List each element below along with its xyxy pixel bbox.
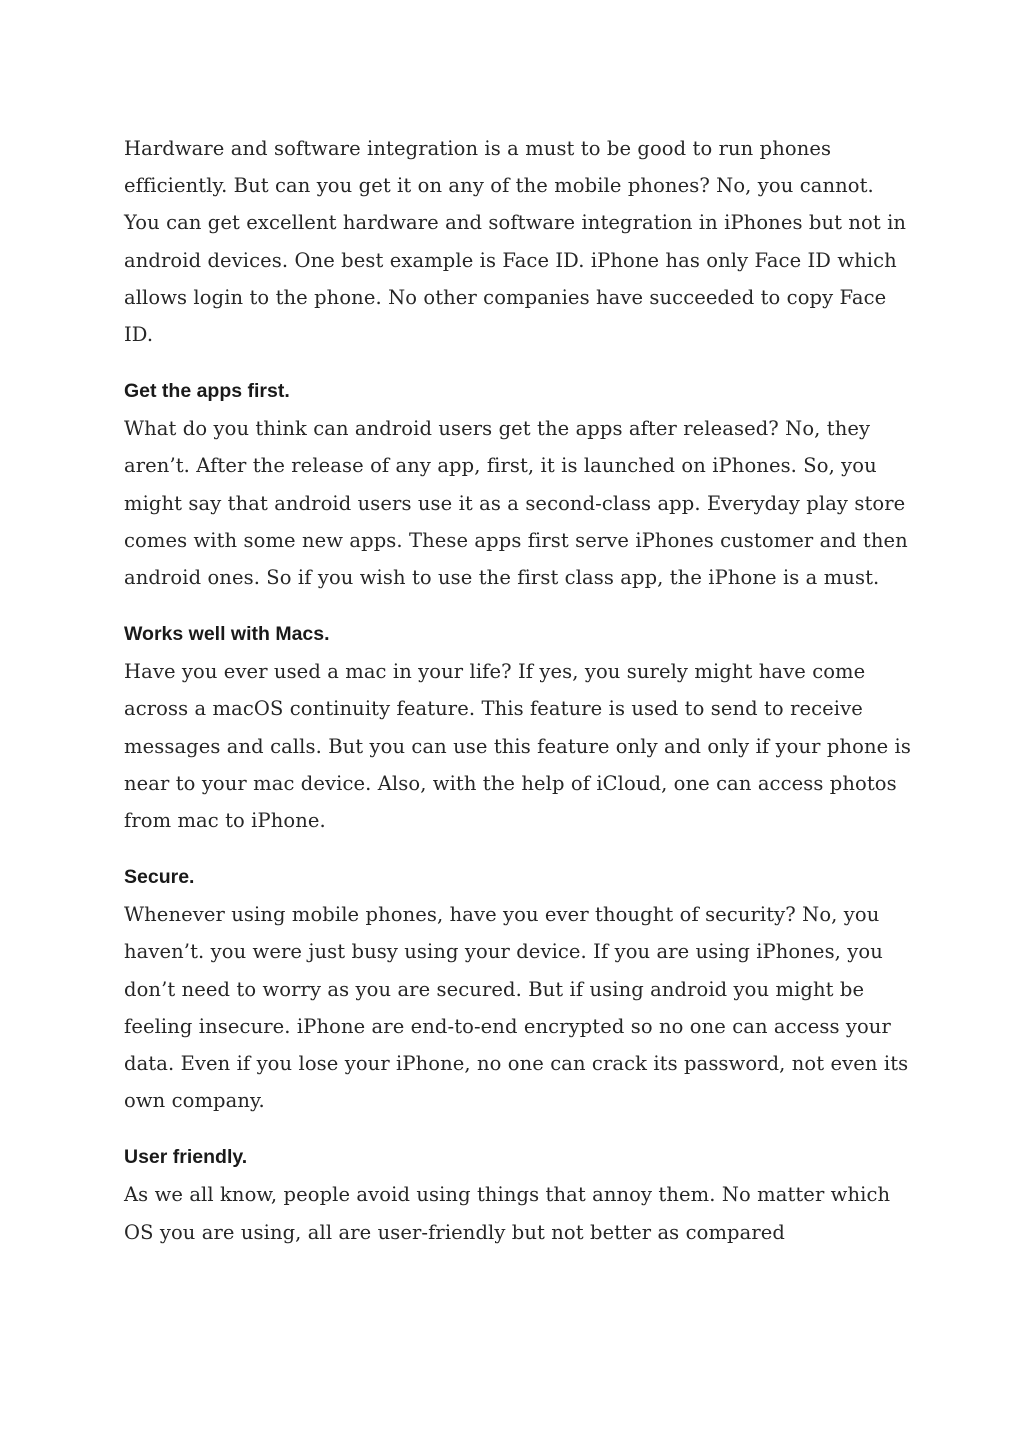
- section-paragraph: What do you think can android users get the apps after released? No, they aren’t. After the release of any app, first, it is launched on iPhones. So, you might say that android users use it as a second-class app. Everyday play store comes with some new apps. These apps first serve iPhones customer and then android ones. So if you wish to use the first class app, the iPhone is a must.: [124, 417, 908, 590]
- section-secure: [124, 865, 914, 1119]
- section-heading: Works well with Macs.: [124, 623, 330, 646]
- section-heading: Secure.: [124, 866, 195, 889]
- section-heading: User friendly.: [124, 1146, 248, 1169]
- document-page: [124, 130, 914, 1251]
- section-paragraph: Whenever using mobile phones, have you ever thought of security? No, you haven’t. you were just busy using your device. If you are using iPhones, you don’t need to worry as you are secured. But if using android you might be feeling insecure. iPhone are end-to-end encrypted so no one can access your data. Even if you lose your iPhone, no one can crack its password, not even its own company.: [124, 903, 909, 1113]
- section-get-apps-first: [124, 379, 914, 596]
- section-paragraph: As we all know, people avoid using things that annoy them. No matter which OS you are using, all are user-friendly but not better as compared: [124, 1183, 891, 1244]
- intro-paragraph: Hardware and software integration is a must to be good to run phones efficiently. But can you get it on any of the mobile phones? No, you cannot. You can get excellent hardware and software integration in iPhones but not in android devices. One best example is Face ID. iPhone has only Face ID which allows login to the phone. No other companies have succeeded to copy Face ID.: [124, 137, 907, 347]
- section-works-with-macs: [124, 622, 914, 839]
- section-heading: Get the apps first.: [124, 380, 290, 403]
- section-paragraph: Have you ever used a mac in your life? If yes, you surely might have come across a macOS continuity feature. This feature is used to send to receive messages and calls. But you can use this feature only and only if your phone is near to your mac device. Also, with the help of iCloud, one can access photos from mac to iPhone.: [124, 660, 911, 833]
- section-user-friendly: [124, 1145, 914, 1250]
